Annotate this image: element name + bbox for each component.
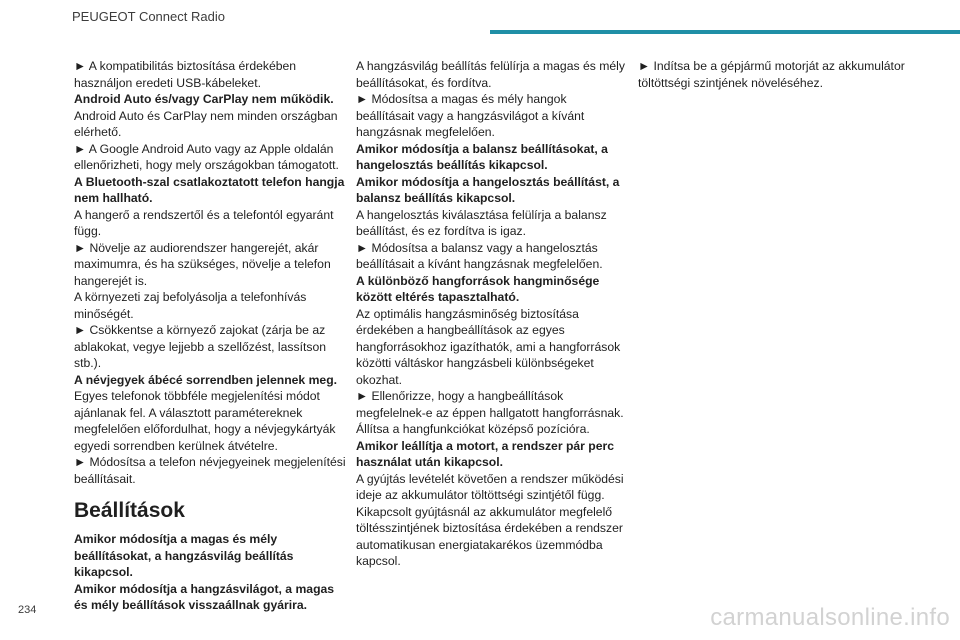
header-accent-bar	[490, 30, 960, 34]
bold-paragraph: A Bluetooth-szal csatlakoztatott telefon hangja nem hallható.	[74, 174, 345, 205]
bold-paragraph: Amikor leállítja a motort, a rendszer pár perc használat után kikapcsol.	[356, 438, 615, 469]
column-1	[74, 58, 346, 614]
column-2-body	[356, 58, 628, 570]
bold-paragraph: A névjegyek ábécé sorrendben jelennek meg.	[74, 372, 338, 387]
paragraph: Android Auto és CarPlay nem minden országban elérhető.	[74, 108, 338, 139]
paragraph: A gyújtás levételét követően a rendszer működési ideje az akkumulátor töltöttségi szintjétől függ.	[356, 471, 624, 502]
bold-paragraph: Amikor módosítja a hangelosztás beállítást, a balansz beállítás kikapcsol.	[356, 174, 620, 205]
bold-paragraph: Amikor módosítja a balansz beállításokat, a hangelosztás beállítás kikapcsol.	[356, 141, 608, 172]
bold-paragraph: Android Auto és/vagy CarPlay nem működik.	[74, 92, 334, 106]
paragraph: ► Módosítsa a telefon névjegyeinek megjelenítési beállításait.	[74, 455, 346, 486]
paragraph: ► Indítsa be a gépjármű motorját az akkumulátor töltöttségi szintjének növeléséhez.	[638, 59, 905, 90]
column-2	[356, 58, 628, 570]
paragraph: ► A kompatibilitás biztosítása érdekében használjon eredeti USB-kábeleket.	[74, 59, 297, 90]
paragraph: ► Módosítsa a magas és mély hangok beállításait vagy a hangzásvilágot a kívánt hangzásnak megfelelően.	[356, 92, 585, 139]
paragraph: ► Ellenőrizze, hogy a hangbeállítások megfelelnek-e az éppen hallgatott hangforrásnak. Állítsa a hangfunkciókat középső pozícióra.	[356, 389, 624, 436]
paragraph: A hangzásvilág beállítás felülírja a magas és mély beállításokat, és fordítva.	[356, 59, 625, 90]
paragraph: Kikapcsolt gyújtásnál az akkumulátor megfelelő töltésszintjének biztosítása érdekében a rendszer automatikusan energiatakarékos üzemmódba kapcsol.	[356, 504, 623, 568]
watermark: carmanualsonline.info	[710, 604, 950, 631]
page-number: 234	[18, 604, 37, 616]
paragraph: Egyes telefonok többféle megjelenítési módot ajánlanak fel. A választott paramétereknek megfelelően előfordulhat, hogy a névjegykártyák egyedi sorrendben kerülnek átvételre.	[74, 389, 336, 453]
paragraph: A hangelosztás kiválasztása felülírja a balansz beállítást, és ez fordítva is igaz.	[356, 207, 607, 238]
paragraph: ► A Google Android Auto vagy az Apple oldalán ellenőrizheti, hogy mely országokban támogatott.	[74, 141, 339, 172]
bold-paragraph: Amikor módosítja a magas és mély beállításokat, a hangzásvilág beállítás kikapcsol.	[74, 532, 294, 579]
paragraph: ► Csökkentse a környező zajokat (zárja be az ablakokat, vegye lejjebb a szellőzést, lassítson stb.).	[74, 323, 327, 370]
paragraph: A környezeti zaj befolyásolja a telefonhívás minőségét.	[74, 290, 307, 321]
column-1-body	[74, 58, 346, 487]
paragraph: A hangerő a rendszertől és a telefontól egyaránt függ.	[74, 207, 334, 238]
bold-paragraph: A különböző hangforrások hangminősége között eltérés tapasztalható.	[356, 273, 600, 304]
paragraph: ► Módosítsa a balansz vagy a hangelosztás beállításait a kívánt hangzásnak megfelelően.	[356, 240, 603, 271]
paragraph: ► Növelje az audiorendszer hangerejét, akár maximumra, és ha szükséges, növelje a telefon hangerejét is.	[74, 240, 331, 288]
column-3	[638, 58, 910, 91]
column-3-body	[638, 58, 910, 91]
paragraph: Az optimális hangzásminőség biztosítása érdekében a hangbeállítások az egyes hangforrásokhoz igazíthatók, ami a hangforrások közötti váltáskor hangzásbeli különbségeket okozhat.	[356, 306, 621, 387]
section-body	[74, 531, 346, 614]
section-heading: Beállítások	[74, 499, 185, 522]
bold-paragraph: Amikor módosítja a hangzásvilágot, a magas és mély beállítások visszaállnak gyárira.	[74, 581, 335, 612]
header-title: PEUGEOT Connect Radio	[72, 9, 225, 24]
